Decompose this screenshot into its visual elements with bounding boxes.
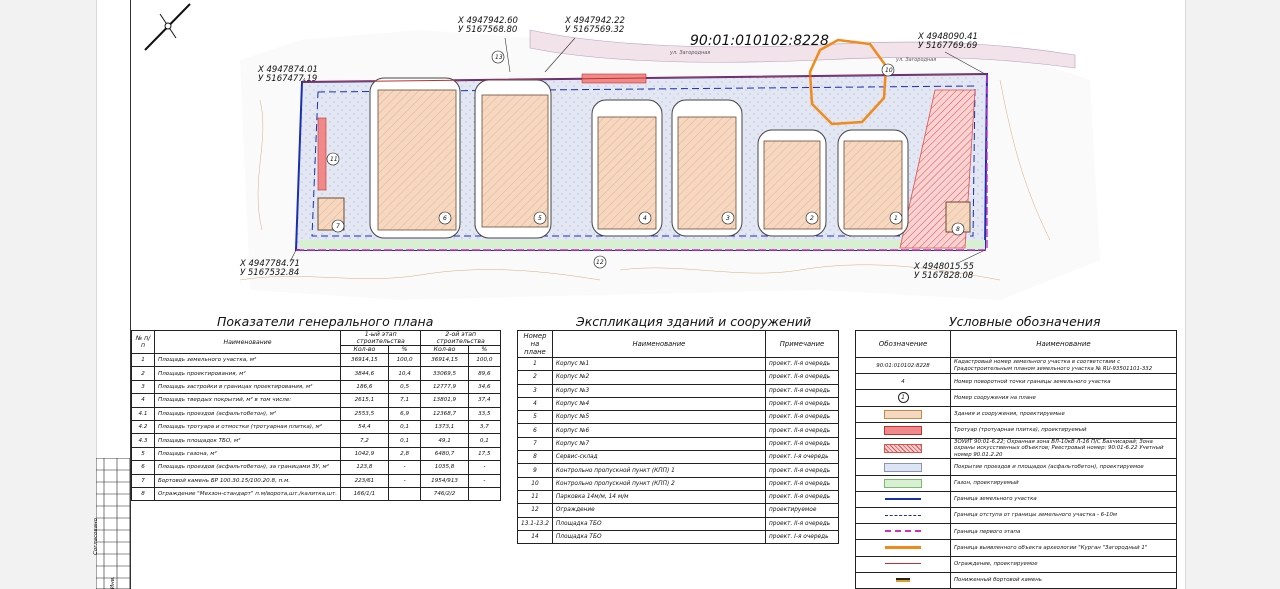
table-row bbox=[518, 411, 839, 424]
table-cell: - bbox=[388, 474, 421, 487]
legend-symbol bbox=[856, 491, 951, 507]
table-cell: 12 bbox=[518, 504, 553, 517]
col-header-num: № п/п bbox=[132, 331, 155, 354]
table-row bbox=[132, 420, 501, 433]
legend-swatch bbox=[885, 546, 921, 549]
table-cell: 36914,15 bbox=[341, 354, 389, 367]
cadastral-number-label: 90:01:010102:8228 bbox=[690, 33, 829, 49]
legend-symbol bbox=[856, 572, 951, 588]
table-cell: 2553,5 bbox=[341, 407, 389, 420]
table-cell: 17,5 bbox=[468, 447, 500, 460]
svg-text:7: 7 bbox=[336, 223, 340, 230]
legend-label: Граница первого этапа bbox=[951, 524, 1177, 540]
table-cell: 2,8 bbox=[388, 447, 421, 460]
table-cell: 33069,5 bbox=[421, 367, 468, 380]
legend-symbol-text: 1 bbox=[898, 392, 909, 403]
legend-symbol bbox=[856, 540, 951, 556]
table-cell: 0,1 bbox=[388, 420, 421, 433]
legend-symbol bbox=[856, 358, 951, 374]
stamp-label: Согласовано bbox=[93, 518, 99, 555]
table-cell: 1035,8 bbox=[421, 461, 468, 474]
col-header-qty: Кол-во bbox=[341, 346, 389, 354]
col-header-name: Наименование bbox=[552, 331, 765, 358]
table-cell: 2 bbox=[132, 367, 155, 380]
table-cell: 10 bbox=[518, 477, 553, 490]
table-row bbox=[518, 451, 839, 464]
table-cell: 89,6 bbox=[468, 367, 500, 380]
table-cell bbox=[468, 487, 500, 500]
table-cell: Корпус №3 bbox=[552, 384, 765, 397]
table-cell: проект. II-я очередь bbox=[766, 477, 839, 490]
buildings-title: Экспликация зданий и сооружений bbox=[576, 314, 812, 329]
legend-label: Граница земельного участка bbox=[951, 491, 1177, 507]
legend-row bbox=[856, 524, 1177, 540]
table-cell: 6,9 bbox=[388, 407, 421, 420]
table-cell: 100,0 bbox=[468, 354, 500, 367]
table-cell: Парковка 14м/м, 14 м/м bbox=[552, 490, 765, 503]
table-cell: 7 bbox=[518, 437, 553, 450]
svg-text:2: 2 bbox=[810, 215, 814, 222]
table-cell: 6480,7 bbox=[421, 447, 468, 460]
svg-text:1: 1 bbox=[894, 215, 898, 222]
table-cell: 100,0 bbox=[388, 354, 421, 367]
table-cell: 49,1 bbox=[421, 434, 468, 447]
legend-label: Кадастровый номер земельного участка в соответствии с Градостроительным планом земельного участка № RU-93501101-332 bbox=[951, 358, 1177, 374]
legend-label: Газон, проектируемый bbox=[951, 475, 1177, 491]
coord-point-1: X 4947942.60 У 5167568.80 bbox=[458, 16, 518, 35]
table-cell: 186,6 bbox=[341, 380, 389, 393]
legend-label: Граница отступа от границы земельного участка - 6-10м bbox=[951, 508, 1177, 524]
legend-table bbox=[855, 330, 1177, 589]
legend-swatch bbox=[884, 410, 922, 419]
table-cell: 3844,6 bbox=[341, 367, 389, 380]
table-cell: - bbox=[468, 474, 500, 487]
street-label: ул. Загородная bbox=[896, 57, 937, 63]
legend-row bbox=[856, 540, 1177, 556]
table-cell: 1 bbox=[518, 358, 553, 371]
table-cell: 3 bbox=[132, 380, 155, 393]
legend-label: Пониженный бортовой камень bbox=[951, 572, 1177, 588]
table-cell: Площадь площадок ТБО, м² bbox=[155, 434, 341, 447]
legend-row bbox=[856, 556, 1177, 572]
legend-label: Граница выявленного объекта археологии "Курган "Загородный 1" bbox=[951, 540, 1177, 556]
table-cell: Корпус №5 bbox=[552, 411, 765, 424]
legend-row bbox=[856, 475, 1177, 491]
svg-text:13: 13 bbox=[495, 54, 503, 61]
table-cell: - bbox=[468, 461, 500, 474]
table-cell: Площадь твердых покрытий, м² в том числе: bbox=[155, 394, 341, 407]
table-cell: 12777,9 bbox=[421, 380, 468, 393]
table-cell: 33,5 bbox=[468, 407, 500, 420]
legend-label: Покрытие проездов и площадок (асфальтобетон), проектируемое bbox=[951, 459, 1177, 475]
table-cell: Корпус №2 bbox=[552, 371, 765, 384]
table-row bbox=[132, 394, 501, 407]
table-cell: проектируемое bbox=[766, 504, 839, 517]
table-cell: проект. II-я очередь bbox=[766, 397, 839, 410]
table-cell: 0,1 bbox=[468, 434, 500, 447]
legend-symbol bbox=[856, 475, 951, 491]
table-row bbox=[132, 474, 501, 487]
legend-swatch bbox=[885, 498, 921, 500]
table-row bbox=[518, 477, 839, 490]
building-5 bbox=[482, 95, 548, 227]
table-row bbox=[518, 517, 839, 530]
table-cell: Площадь проездов (асфальтобетон), м² bbox=[155, 407, 341, 420]
table-cell: 6 bbox=[132, 461, 155, 474]
legend-label: Тротуар (тротуарная плитка), проектируемый bbox=[951, 422, 1177, 438]
table-row bbox=[518, 384, 839, 397]
table-cell bbox=[388, 487, 421, 500]
table-cell: 12368,7 bbox=[421, 407, 468, 420]
col-header-stage2: 2-ой этап строительства bbox=[421, 331, 501, 346]
col-header-pct: % bbox=[468, 346, 500, 354]
table-row bbox=[518, 464, 839, 477]
table-cell: 37,4 bbox=[468, 394, 500, 407]
table-cell: проект. II-я очередь bbox=[766, 424, 839, 437]
legend-symbol bbox=[856, 524, 951, 540]
legend-symbol bbox=[856, 406, 951, 422]
legend-row bbox=[856, 406, 1177, 422]
table-cell: 54,4 bbox=[341, 420, 389, 433]
table-cell: 123,8 bbox=[341, 461, 389, 474]
table-cell: 4.3 bbox=[132, 434, 155, 447]
table-cell: 1954/913 bbox=[421, 474, 468, 487]
legend-label: ЗОУИТ 90:01-6.22; Охранная зона ВЛ-10кВ Л-16 П/С Бахчисарай; Зона охраны искусственных объектов; Реестровый номер: 90:01-6.22 Учетный номер 90.01.2.20 bbox=[951, 438, 1177, 459]
legend-row bbox=[856, 459, 1177, 475]
table-row bbox=[518, 490, 839, 503]
coord-point-4: X 4947874.01 У 5167477.19 bbox=[258, 65, 318, 84]
table-cell: 7,2 bbox=[341, 434, 389, 447]
legend-swatch bbox=[896, 578, 910, 582]
table-row bbox=[132, 447, 501, 460]
table-cell: Корпус №7 bbox=[552, 437, 765, 450]
legend-label: Ограждение, проектируемое bbox=[951, 556, 1177, 572]
table-cell: Площадка ТБО bbox=[552, 530, 765, 543]
legend-swatch bbox=[884, 479, 922, 488]
col-header-pct: % bbox=[388, 346, 421, 354]
table-cell: 4 bbox=[132, 394, 155, 407]
table-cell: 5 bbox=[132, 447, 155, 460]
table-cell: 8 bbox=[132, 487, 155, 500]
table-cell: 4.1 bbox=[132, 407, 155, 420]
table-cell: 1042,9 bbox=[341, 447, 389, 460]
col-header-qty: Кол-во bbox=[421, 346, 468, 354]
col-header-stage1: 1-ый этап строительства bbox=[341, 331, 421, 346]
legend-row bbox=[856, 508, 1177, 524]
table-cell: проект. II-я очередь bbox=[766, 358, 839, 371]
legend-symbol bbox=[856, 422, 951, 438]
legend-swatch bbox=[885, 515, 921, 516]
legend-title: Условные обозначения bbox=[949, 314, 1101, 329]
table-cell: 166/1/1 bbox=[341, 487, 389, 500]
table-cell: Площадка ТБО bbox=[552, 517, 765, 530]
coord-point-6: X 4948015.55 У 5167828.08 bbox=[914, 262, 974, 281]
legend-row bbox=[856, 491, 1177, 507]
svg-text:8: 8 bbox=[956, 226, 960, 233]
table-cell: проект. II-я очередь bbox=[766, 464, 839, 477]
lawn-strip bbox=[300, 240, 985, 250]
svg-text:6: 6 bbox=[443, 215, 447, 222]
svg-text:5: 5 bbox=[538, 215, 542, 222]
legend-symbol bbox=[856, 374, 951, 390]
legend-swatch bbox=[885, 563, 921, 564]
table-cell: Площадь проектирования, м² bbox=[155, 367, 341, 380]
table-cell: проект. II-я очередь bbox=[766, 490, 839, 503]
table-row bbox=[132, 461, 501, 474]
table-cell: 223/61 bbox=[341, 474, 389, 487]
legend-swatch bbox=[884, 463, 922, 472]
legend-symbol bbox=[856, 438, 951, 459]
table-cell: Бортовой камень БР 100.30.15/100.20.8, п.м. bbox=[155, 474, 341, 487]
table-cell: проект. II-я очередь bbox=[766, 384, 839, 397]
table-cell: Площадь застройки в границах проектирования, м² bbox=[155, 380, 341, 393]
table-row bbox=[132, 434, 501, 447]
legend-label: Здания и сооружения, проектируемые bbox=[951, 406, 1177, 422]
legend-symbol-text: 90:01:010102:8228 bbox=[876, 362, 930, 369]
table-row bbox=[518, 504, 839, 517]
table-row bbox=[132, 380, 501, 393]
table-cell: 6 bbox=[518, 424, 553, 437]
svg-text:11: 11 bbox=[330, 156, 338, 163]
table-row bbox=[518, 437, 839, 450]
table-cell: 0,5 bbox=[388, 380, 421, 393]
svg-text:12: 12 bbox=[596, 259, 604, 266]
col-header-num: Номер на плане bbox=[518, 331, 553, 358]
table-cell: 14 bbox=[518, 530, 553, 543]
legend-swatch bbox=[884, 444, 922, 453]
table-cell: 8 bbox=[518, 451, 553, 464]
table-cell: 7,1 bbox=[388, 394, 421, 407]
legend-row bbox=[856, 438, 1177, 459]
legend-label: Номер поворотной точки границы земельного участка bbox=[951, 374, 1177, 390]
table-cell: 2 bbox=[518, 371, 553, 384]
table-row bbox=[132, 407, 501, 420]
table-cell: 36914,15 bbox=[421, 354, 468, 367]
compass-icon bbox=[145, 4, 190, 50]
legend-symbol-text: 4 bbox=[901, 378, 905, 385]
table-cell: Контрольно пропускной пункт (КПП) 2 bbox=[552, 477, 765, 490]
table-cell: проект. II-я очередь bbox=[766, 371, 839, 384]
legend-row bbox=[856, 374, 1177, 390]
legend-symbol bbox=[856, 508, 951, 524]
table-cell: Площадь земельного участка, м² bbox=[155, 354, 341, 367]
table-row bbox=[132, 354, 501, 367]
building-6 bbox=[378, 90, 456, 230]
table-row bbox=[518, 371, 839, 384]
table-cell: проект. II-я очередь bbox=[766, 437, 839, 450]
table-cell: 11 bbox=[518, 490, 553, 503]
coord-point-3: X 4948090.41 У 5167769.69 bbox=[918, 32, 978, 51]
col-header-name: Наименование bbox=[155, 331, 341, 354]
table-row bbox=[132, 367, 501, 380]
legend-row bbox=[856, 390, 1177, 406]
legend-symbol bbox=[856, 556, 951, 572]
table-row bbox=[518, 397, 839, 410]
table-cell: 13.1-13.2 bbox=[518, 517, 553, 530]
table-cell: 2615,1 bbox=[341, 394, 389, 407]
table-cell: 3,7 bbox=[468, 420, 500, 433]
indicators-table bbox=[131, 330, 501, 501]
col-header-note: Примечание bbox=[766, 331, 839, 358]
col-header-symbol: Обозначение bbox=[856, 331, 951, 358]
table-cell: Ограждение "Мехзон-стандарт" п.м/ворота,шт./калитка,шт. bbox=[155, 487, 341, 500]
table-cell: Сервис-склад bbox=[552, 451, 765, 464]
legend-swatch bbox=[884, 426, 922, 435]
table-cell: 4.2 bbox=[132, 420, 155, 433]
table-cell: проект. I-я очередь bbox=[766, 530, 839, 543]
table-cell: Площадь тротуара и отмостки (тротуарная плитка), м² bbox=[155, 420, 341, 433]
table-cell: 0,1 bbox=[388, 434, 421, 447]
table-cell: - bbox=[388, 461, 421, 474]
table-cell: Корпус №1 bbox=[552, 358, 765, 371]
table-cell: 7 bbox=[132, 474, 155, 487]
table-cell: 10,4 bbox=[388, 367, 421, 380]
table-cell: 1 bbox=[132, 354, 155, 367]
legend-row bbox=[856, 358, 1177, 374]
svg-text:3: 3 bbox=[726, 215, 730, 222]
legend-row bbox=[856, 572, 1177, 588]
col-header-name: Наименование bbox=[951, 331, 1177, 358]
table-cell: 4 bbox=[518, 397, 553, 410]
table-cell: 746/2/2 bbox=[421, 487, 468, 500]
indicators-title: Показатели генерального плана bbox=[217, 314, 434, 329]
table-cell: Площадь газона, м² bbox=[155, 447, 341, 460]
table-cell: Контрольно пропускной пункт (КПП) 1 bbox=[552, 464, 765, 477]
coord-point-5: X 4947784.71 У 5167532.84 bbox=[240, 259, 300, 278]
svg-text:10: 10 bbox=[885, 67, 893, 74]
table-cell: 13801,9 bbox=[421, 394, 468, 407]
table-cell: Корпус №6 bbox=[552, 424, 765, 437]
legend-swatch bbox=[885, 530, 921, 532]
stamp-inv: Инв. bbox=[110, 576, 116, 589]
table-cell: Ограждение bbox=[552, 504, 765, 517]
legend-label: Номер сооружения на плане bbox=[951, 390, 1177, 406]
table-row bbox=[518, 530, 839, 543]
table-row bbox=[132, 487, 501, 500]
table-cell: 5 bbox=[518, 411, 553, 424]
table-cell: 34,6 bbox=[468, 380, 500, 393]
legend-row bbox=[856, 422, 1177, 438]
table-cell: 1373,1 bbox=[421, 420, 468, 433]
svg-text:4: 4 bbox=[643, 215, 647, 222]
table-cell: Корпус №4 bbox=[552, 397, 765, 410]
legend-symbol bbox=[856, 390, 951, 406]
legend-symbol bbox=[856, 459, 951, 475]
buildings-table bbox=[517, 330, 839, 544]
table-cell: проект. I-я очередь bbox=[766, 451, 839, 464]
table-cell: 3 bbox=[518, 384, 553, 397]
street-label: ул. Загородная bbox=[670, 50, 711, 56]
coord-point-2: X 4947942.22 У 5167569.32 bbox=[565, 16, 625, 35]
table-cell: 9 bbox=[518, 464, 553, 477]
title-stamp bbox=[96, 458, 130, 589]
table-cell: Площадь проездов (асфальтобетон), за границами ЗУ, м² bbox=[155, 461, 341, 474]
table-row bbox=[518, 424, 839, 437]
table-cell: проект. II-я очередь bbox=[766, 411, 839, 424]
table-row bbox=[518, 358, 839, 371]
table-cell: проект. II-я очередь bbox=[766, 517, 839, 530]
